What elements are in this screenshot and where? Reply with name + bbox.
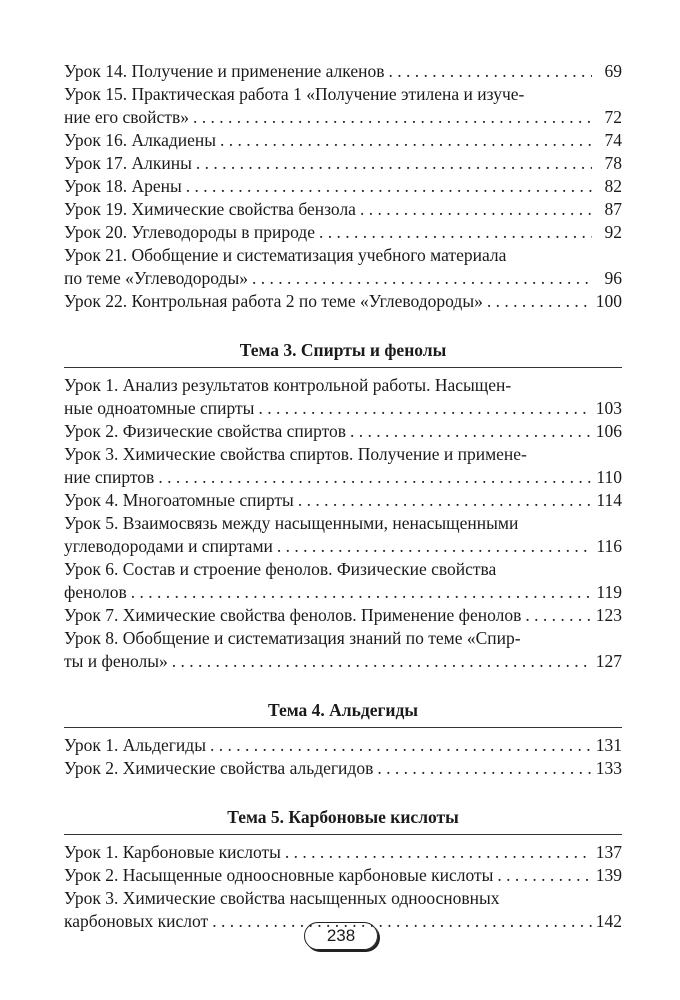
toc-entry [64, 83, 622, 129]
dot-leader [186, 175, 592, 198]
toc-page-number: 74 [604, 130, 622, 150]
dot-leader [277, 535, 592, 558]
toc-entry-row [64, 466, 622, 489]
toc-entry-row [64, 175, 622, 198]
toc-entry-text: Урок 17. Алкины [64, 153, 192, 173]
toc-page-number: 92 [604, 222, 622, 242]
toc-entry [64, 757, 622, 780]
dot-leader [172, 650, 592, 673]
toc-entry-row [64, 60, 622, 83]
toc-page-number: 114 [596, 490, 622, 510]
toc-entry [64, 627, 622, 673]
toc-page-number: 116 [596, 536, 622, 556]
toc-entry-text: Урок 21. Обобщение и систематизация учебного материала [64, 245, 507, 265]
toc-entry-text: Урок 16. Алкадиены [64, 130, 217, 150]
dot-leader [285, 841, 592, 864]
toc-entry [64, 129, 622, 152]
toc-entry [64, 374, 622, 420]
toc-entry-row [64, 757, 622, 780]
toc-entry-text: Урок 2. Химические свойства альдегидов [64, 758, 374, 778]
toc-page-number: 78 [604, 153, 622, 173]
dot-leader [360, 198, 592, 221]
toc-entry-text: углеводородами и спиртами [64, 536, 273, 556]
toc-entry [64, 734, 622, 757]
toc-entry-row [64, 290, 622, 313]
toc-entry [64, 604, 622, 627]
toc-entry-text: Урок 5. Взаимосвязь между насыщенными, ненасыщенными [64, 513, 519, 533]
toc-entry-text: Урок 1. Анализ результатов контрольной работы. Насыщен- [64, 375, 512, 395]
topic-heading: Тема 4. Альдегиды [64, 699, 622, 728]
toc-entry-text: Урок 6. Состав и строение фенолов. Физические свойства [64, 559, 497, 579]
toc-entry-text: Урок 3. Химические свойства спиртов. Получение и примене- [64, 444, 527, 464]
toc-entry-row [64, 221, 622, 244]
toc-entry [64, 841, 622, 864]
dot-leader [212, 910, 592, 933]
topic-heading: Тема 3. Спирты и фенолы [64, 339, 622, 368]
dot-leader [497, 864, 591, 887]
toc-block-topic-5 [64, 841, 622, 933]
toc-entry-text: Урок 1. Карбоновые кислоты [64, 842, 281, 862]
toc-page-number: 139 [595, 865, 622, 885]
toc-entry [64, 558, 622, 604]
toc-entry-text: Урок 4. Многоатомные спирты [64, 490, 294, 510]
toc-entry-text: фенолов [64, 582, 127, 602]
table-of-contents [64, 60, 622, 933]
dot-leader [210, 734, 592, 757]
toc-block-continued [64, 60, 622, 313]
toc-page-number: 142 [595, 911, 622, 931]
toc-entry-row [64, 734, 622, 757]
toc-entry-row [64, 535, 622, 558]
toc-entry-row [64, 397, 622, 420]
toc-entry [64, 221, 622, 244]
toc-entry [64, 152, 622, 175]
dot-leader [131, 581, 592, 604]
toc-entry-row [64, 581, 622, 604]
toc-page-number: 106 [595, 421, 622, 441]
toc-page-number: 123 [595, 605, 622, 625]
toc-page-number: 119 [596, 582, 622, 602]
toc-page-number: 100 [595, 291, 622, 311]
toc-page-number: 131 [595, 735, 622, 755]
dot-leader [377, 757, 591, 780]
toc-entry-row [64, 604, 622, 627]
toc-entry-row [64, 198, 622, 221]
dot-leader [193, 106, 592, 129]
page-number: 238 [304, 922, 378, 950]
toc-page-number: 72 [604, 107, 622, 127]
toc-entry-text: по теме «Углеводороды» [64, 268, 248, 288]
toc-entry-text: ние спиртов [64, 467, 155, 487]
toc-entry [64, 420, 622, 443]
dot-leader [319, 221, 592, 244]
toc-entry-text: Урок 22. Контрольная работа 2 по теме «Углеводороды» [64, 291, 483, 311]
dot-leader [196, 152, 592, 175]
toc-entry [64, 512, 622, 558]
toc-page-number: 82 [604, 176, 622, 196]
dot-leader [258, 397, 591, 420]
toc-entry [64, 244, 622, 290]
dot-leader [487, 290, 592, 313]
toc-entry [64, 864, 622, 887]
toc-entry-row [64, 420, 622, 443]
toc-entry-text: Урок 14. Получение и применение алкенов [64, 61, 385, 81]
toc-entry-text: Урок 19. Химические свойства бензола [64, 199, 356, 219]
toc-entry [64, 489, 622, 512]
toc-block-topic-4 [64, 734, 622, 780]
toc-entry-text: Урок 15. Практическая работа 1 «Получение этилена и изуче- [64, 84, 525, 104]
toc-page-number: 96 [604, 268, 622, 288]
dot-leader [298, 489, 592, 512]
toc-entry-row [64, 864, 622, 887]
toc-entry-row [64, 841, 622, 864]
toc-entry-row [64, 129, 622, 152]
toc-block-topic-3 [64, 374, 622, 673]
toc-entry-text: Урок 2. Насыщенные одноосновные карбоновые кислоты [64, 865, 494, 885]
toc-entry-text: ты и фенолы» [64, 651, 168, 671]
toc-entry-text: карбоновых кислот [64, 911, 209, 931]
toc-entry-text: Урок 7. Химические свойства фенолов. Применение фенолов [64, 605, 522, 625]
toc-entry-text: ние его свойств» [64, 107, 189, 127]
toc-entry-text: Урок 18. Арены [64, 176, 182, 196]
dot-leader [252, 267, 592, 290]
toc-entry [64, 60, 622, 83]
dot-leader [350, 420, 592, 443]
dot-leader [220, 129, 592, 152]
dot-leader [525, 604, 591, 627]
toc-entry-text: Урок 1. Альдегиды [64, 735, 206, 755]
toc-entry-text: ные одноатомные спирты [64, 398, 255, 418]
toc-entry [64, 290, 622, 313]
toc-entry [64, 198, 622, 221]
toc-entry-row [64, 152, 622, 175]
toc-page-number: 87 [604, 199, 622, 219]
toc-entry-row [64, 650, 622, 673]
toc-entry-text: Урок 3. Химические свойства насыщенных одноосновных [64, 888, 500, 908]
toc-page-number: 69 [604, 61, 622, 81]
toc-page-number: 133 [595, 758, 622, 778]
topic-heading: Тема 5. Карбоновые кислоты [64, 806, 622, 835]
toc-entry-row [64, 267, 622, 290]
toc-entry-text: Урок 20. Углеводороды в природе [64, 222, 315, 242]
toc-page-number: 137 [595, 842, 622, 862]
toc-page-number: 103 [595, 398, 622, 418]
toc-entry [64, 175, 622, 198]
toc-page-number: 110 [596, 467, 622, 487]
toc-entry-row [64, 489, 622, 512]
toc-page-number: 127 [595, 651, 622, 671]
dot-leader [389, 60, 593, 83]
toc-entry-text: Урок 2. Физические свойства спиртов [64, 421, 347, 441]
toc-entry-row [64, 106, 622, 129]
dot-leader [158, 466, 592, 489]
toc-entry-text: Урок 8. Обобщение и систематизация знаний по теме «Спир- [64, 628, 521, 648]
toc-entry [64, 443, 622, 489]
